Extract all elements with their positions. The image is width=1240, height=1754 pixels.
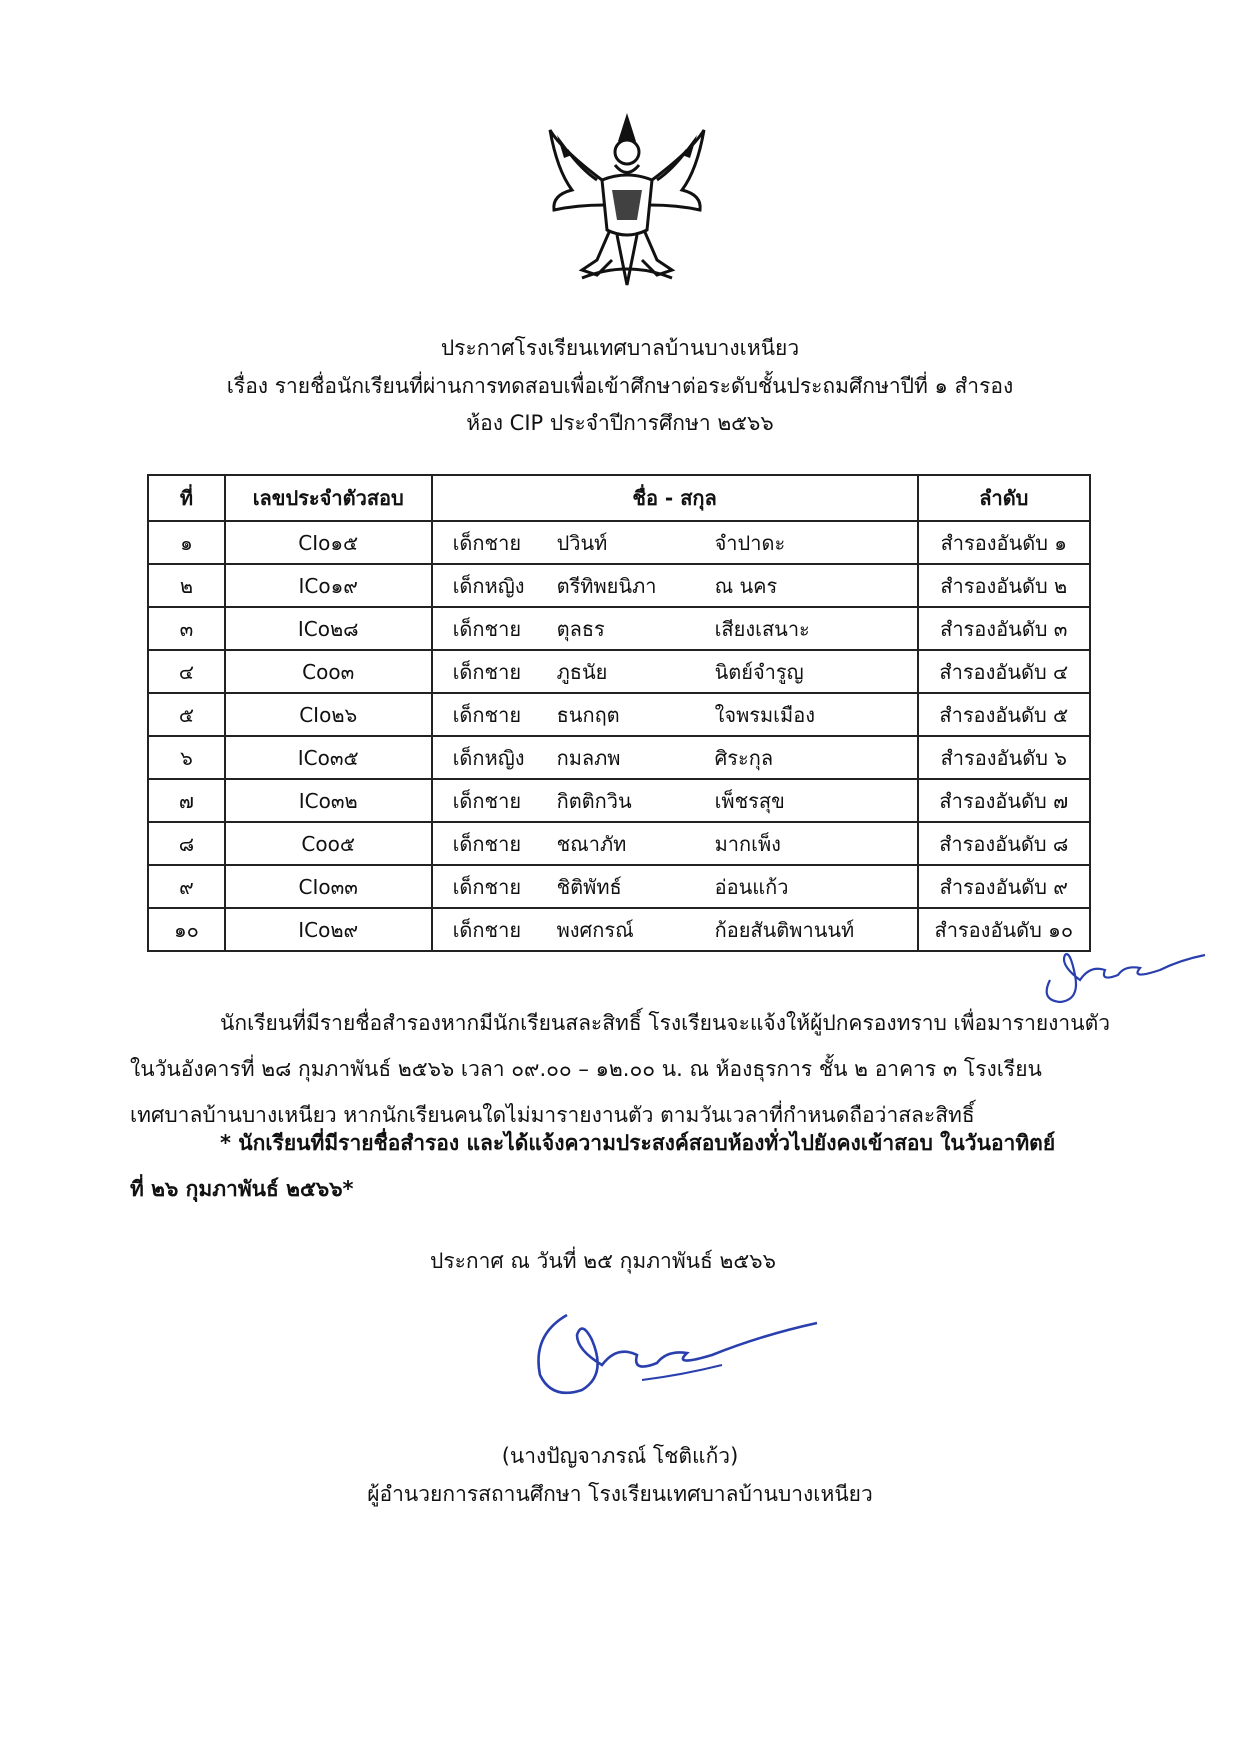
cell-rank: สำรองอันดับ ๕ — [918, 693, 1090, 736]
announcement-date: ประกาศ ณ วันที่ ๒๕ กุมภาพันธ์ ๒๕๖๖ — [430, 1249, 776, 1273]
first-name: ตรีทิพยนิภา — [556, 573, 657, 598]
cell-no: ๑๐ — [148, 908, 225, 951]
last-name: เสียงเสนาะ — [714, 616, 810, 641]
table-row — [148, 521, 1090, 564]
table-row — [148, 736, 1090, 779]
announcement-subject: เรื่อง รายชื่อนักเรียนที่ผ่านการทดสอบเพื่อเข้าศึกษาต่อระดับชั้นประถมศึกษาปีที่ ๑ สำรอง — [226, 374, 1014, 398]
cell-rank: สำรองอันดับ ๓ — [918, 607, 1090, 650]
cell-name — [432, 822, 918, 865]
cell-name — [432, 908, 918, 951]
cell-name — [432, 650, 918, 693]
cell-name — [432, 779, 918, 822]
name-title: เด็กชาย — [452, 702, 522, 727]
cell-no: ๖ — [148, 736, 225, 779]
col-header-rank: ลำดับ — [918, 475, 1090, 521]
cell-rank: สำรองอันดับ ๘ — [918, 822, 1090, 865]
cell-exam-id: Coo๕ — [225, 822, 432, 865]
general-exam-note — [130, 1120, 1110, 1212]
cell-no: ๒ — [148, 564, 225, 607]
name-title: เด็กชาย — [452, 874, 522, 899]
general-exam-note-line1: * นักเรียนที่มีรายชื่อสำรอง และได้แจ้งความประสงค์สอบห้องทั่วไปยังคงเข้าสอบ ในวันอาทิตย์ — [220, 1131, 1056, 1155]
cell-no: ๘ — [148, 822, 225, 865]
general-exam-note-rest: ที่ ๒๖ กุมภาพันธ์ ๒๕๖๖* — [130, 1177, 354, 1201]
cell-name — [432, 693, 918, 736]
col-header-exam-id: เลขประจำตัวสอบ — [225, 475, 432, 521]
name-title: เด็กชาย — [452, 917, 522, 942]
table-row — [148, 693, 1090, 736]
cell-exam-id: CIo๓๓ — [225, 865, 432, 908]
name-title: เด็กหญิง — [452, 573, 525, 598]
cell-no: ๙ — [148, 865, 225, 908]
signature-mark-small — [1030, 920, 1210, 1010]
cell-name — [432, 865, 918, 908]
table-row — [148, 822, 1090, 865]
last-name: มากเพ็ง — [714, 831, 781, 856]
cell-exam-id: ICo๒๙ — [225, 908, 432, 951]
last-name: ศิระกุล — [714, 745, 774, 770]
cell-exam-id: ICo๒๘ — [225, 607, 432, 650]
cell-rank: สำรองอันดับ ๙ — [918, 865, 1090, 908]
cell-rank: สำรองอันดับ ๖ — [918, 736, 1090, 779]
table-row — [148, 779, 1090, 822]
announcement-title: ประกาศโรงเรียนเทศบาลบ้านบางเหนียว — [440, 336, 800, 360]
cell-no: ๑ — [148, 521, 225, 564]
cell-exam-id: ICo๓๒ — [225, 779, 432, 822]
col-header-name: ชื่อ - สกุล — [432, 475, 918, 521]
cell-rank: สำรองอันดับ ๗ — [918, 779, 1090, 822]
cell-exam-id: ICo๓๕ — [225, 736, 432, 779]
table-header-row — [148, 475, 1090, 521]
name-title: เด็กหญิง — [452, 745, 525, 770]
announcement-room: ห้อง CIP ประจำปีการศึกษา ๒๕๖๖ — [466, 411, 774, 435]
col-header-no: ที่ — [148, 475, 225, 521]
signer-name: (นางปัญจาภรณ์ โชติแก้ว) — [501, 1444, 739, 1468]
table-row — [148, 865, 1090, 908]
first-name: ธนกฤต — [556, 702, 620, 727]
cell-exam-id: Coo๓ — [225, 650, 432, 693]
reporting-instructions — [130, 1000, 1110, 1138]
cell-exam-id: CIo๒๖ — [225, 693, 432, 736]
cell-rank: สำรองอันดับ ๒ — [918, 564, 1090, 607]
cell-exam-id: CIo๑๕ — [225, 521, 432, 564]
first-name: ตุลธร — [556, 616, 605, 641]
signer-position: ผู้อำนวยการสถานศึกษา โรงเรียนเทศบาลบ้านบางเหนียว — [367, 1482, 873, 1506]
name-title: เด็กชาย — [452, 616, 522, 641]
first-name: ปวินท์ — [556, 530, 608, 555]
reporting-instructions-rest: ในวันอังคารที่ ๒๘ กุมภาพันธ์ ๒๕๖๖ เวลา ๐๙.๐๐ – ๑๒.๐๐ น. ณ ห้องธุรการ ชั้น ๒ อาคาร ๓ โรงเรียน เทศบาลบ้านบางเหนียว หากนักเรียนคนใดไม่มารายงานตัว ตามวันเวลาที่กำหนดถือว่าสละสิทธิ์ — [130, 1057, 1042, 1127]
last-name: เพ็ชรสุข — [714, 788, 785, 813]
first-name: กมลภพ — [556, 745, 621, 770]
last-name: นิตย์จำรูญ — [714, 659, 804, 684]
table-row — [148, 650, 1090, 693]
cell-no: ๗ — [148, 779, 225, 822]
table-row — [148, 607, 1090, 650]
cell-rank: สำรองอันดับ ๑ — [918, 521, 1090, 564]
cell-name — [432, 564, 918, 607]
name-title: เด็กชาย — [452, 788, 522, 813]
cell-exam-id: ICo๑๙ — [225, 564, 432, 607]
name-title: เด็กชาย — [452, 530, 522, 555]
last-name: ใจพรมเมือง — [714, 702, 815, 727]
name-title: เด็กชาย — [452, 831, 522, 856]
last-name: ณ นคร — [714, 573, 778, 598]
candidate-table — [147, 474, 1091, 952]
last-name: ก้อยสันติพานนท์ — [714, 917, 855, 942]
cell-no: ๕ — [148, 693, 225, 736]
table-row — [148, 564, 1090, 607]
garuda-emblem — [542, 110, 712, 290]
cell-name — [432, 607, 918, 650]
signature-mark — [522, 1295, 822, 1405]
first-name: พงศกรณ์ — [556, 917, 634, 942]
table-row — [148, 908, 1090, 951]
last-name: จำปาดะ — [714, 530, 786, 555]
cell-rank: สำรองอันดับ ๑๐ — [918, 908, 1090, 951]
cell-no: ๔ — [148, 650, 225, 693]
cell-rank: สำรองอันดับ ๔ — [918, 650, 1090, 693]
last-name: อ่อนแก้ว — [714, 874, 789, 899]
reporting-instructions-line1: นักเรียนที่มีรายชื่อสำรองหากมีนักเรียนสละสิทธิ์ โรงเรียนจะแจ้งให้ผู้ปกครองทราบ เพื่อมารายงานตัว — [220, 1011, 1111, 1035]
first-name: ชิติพัทธ์ — [556, 874, 622, 899]
name-title: เด็กชาย — [452, 659, 522, 684]
first-name: กิตติกวิน — [556, 788, 632, 813]
first-name: ภูธนัย — [556, 659, 608, 684]
cell-no: ๓ — [148, 607, 225, 650]
cell-name — [432, 521, 918, 564]
cell-name — [432, 736, 918, 779]
first-name: ชณาภัท — [556, 831, 627, 856]
